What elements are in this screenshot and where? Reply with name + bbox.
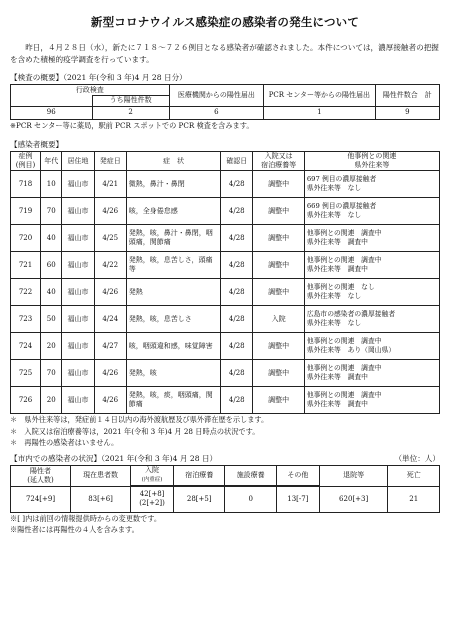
case-no: 724 <box>11 333 41 360</box>
case-relation <box>304 306 439 333</box>
case-travel-line: 県外往来等 調査中 <box>306 373 368 381</box>
case-no: 718 <box>11 171 41 198</box>
header-residence: 居住地 <box>62 152 94 171</box>
case-hospital: 調整中 <box>253 360 304 387</box>
case-travel-line: 県外往来等 調査中 <box>306 265 368 273</box>
case-relation-line: 他事例との関連 調査中 <box>306 364 382 372</box>
case-no: 723 <box>11 306 41 333</box>
case-confirmed: 4/28 <box>221 198 253 225</box>
case-residence: 福山市 <box>62 252 94 279</box>
case-confirmed: 4/28 <box>221 306 253 333</box>
case-symptoms: 発熱，咳，息苦しさ <box>126 306 220 333</box>
case-onset: 4/25 <box>94 225 126 252</box>
table-row <box>11 198 440 225</box>
case-residence: 福山市 <box>62 279 94 306</box>
case-confirmed: 4/28 <box>221 360 253 387</box>
status-unit: （単位：人） <box>394 453 440 463</box>
case-symptoms: 咳，全身倦怠感 <box>126 198 220 225</box>
inspection-header-pcr: PCR センター等からの陽性届出 <box>264 85 376 107</box>
status-header-hotel: 宿泊療養 <box>173 465 224 485</box>
status-value-facility: 0 <box>225 486 276 512</box>
case-no: 725 <box>11 360 41 387</box>
inspection-value-sum: 9 <box>375 106 439 119</box>
cases-note-3: ＊ 再陽性の感染者はいません。 <box>10 438 119 447</box>
case-travel-line: 県外往来等 なし <box>306 184 362 192</box>
inspection-note: ※PCR センター等に薬局，駅前 PCR スポットでの PCR 検査を含みます。 <box>10 120 254 130</box>
status-value-positive: 724[+9] <box>11 486 71 512</box>
table-row <box>11 279 440 306</box>
status-header-positive: 陽性者 <box>30 466 52 475</box>
status-header-positive-sub: (延人数) <box>27 475 54 484</box>
inspection-value-pcr: 1 <box>264 106 376 119</box>
case-relation <box>304 252 439 279</box>
case-hospital: 入院 <box>253 306 304 333</box>
status-header-hospital-sub: (内重症) <box>141 476 163 483</box>
page-title: 新型コロナウイルス感染症の感染者の発生について <box>90 15 360 29</box>
inspection-header-total: 行政検査 <box>11 85 170 96</box>
status-value-hospital: 42[+8] <box>139 490 165 498</box>
case-age: 70 <box>41 360 62 387</box>
inspection-value-total: 96 <box>11 106 93 119</box>
case-symptoms: 微熱，鼻汁・鼻閉 <box>126 171 220 198</box>
table-row <box>11 387 440 414</box>
case-symptoms: 発熱，咳，鼻汁・鼻閉，咽頭痛，関節痛 <box>126 225 220 252</box>
header-hospital-sub: 宿泊療養等 <box>261 161 297 169</box>
case-relation-line: 他事例との関連 なし <box>306 283 375 291</box>
inspection-header-positive: うち陽性件数 <box>92 96 169 107</box>
case-symptoms: 咳，咽頭違和感，味覚障害 <box>126 333 220 360</box>
inspection-table <box>10 84 440 120</box>
case-confirmed: 4/28 <box>221 225 253 252</box>
case-hospital: 調整中 <box>253 333 304 360</box>
case-relation <box>304 333 439 360</box>
status-value-death: 21 <box>388 486 440 512</box>
header-case-no-sub: (例目) <box>15 161 36 169</box>
case-travel-line: 県外往来等 調査中 <box>306 238 368 246</box>
case-travel-line: 県外往来等 なし <box>306 292 362 300</box>
case-relation <box>304 387 439 414</box>
case-residence: 福山市 <box>62 306 94 333</box>
status-header-death: 死亡 <box>388 465 440 486</box>
case-relation <box>304 225 439 252</box>
case-travel-line: 県外往来等 あり（岡山県） <box>306 346 396 354</box>
case-travel-line: 県外往来等 なし <box>306 319 362 327</box>
case-confirmed: 4/28 <box>221 387 253 414</box>
case-relation <box>304 171 439 198</box>
case-relation <box>304 360 439 387</box>
case-residence: 福山市 <box>62 387 94 414</box>
intro-paragraph: 昨日，４月２８日（水），新たに７１８～７２６例目となる感染者が確認されました。本件については，濃厚接触者の把握を含めた積極的疫学調査を行っています。 <box>10 43 439 64</box>
header-relation-sub: 県外往来等 <box>354 161 390 169</box>
case-age: 10 <box>41 171 62 198</box>
case-no: 720 <box>11 225 41 252</box>
status-header-facility: 施設療養 <box>225 465 276 485</box>
case-hospital: 調整中 <box>253 387 304 414</box>
cases-note-2: ＊ 入院又は宿泊療養等は，2021 年(令和 3 年)4 月 28 日時点の状況です。 <box>10 426 260 436</box>
header-confirmed: 確認日 <box>221 152 253 171</box>
case-residence: 福山市 <box>62 225 94 252</box>
case-onset: 4/22 <box>94 252 126 279</box>
status-value-hospital-sub: (2[+2]) <box>139 499 165 507</box>
case-no: 722 <box>11 279 41 306</box>
case-onset: 4/24 <box>94 306 126 333</box>
status-table <box>10 465 440 513</box>
case-relation-line: 697 例目の濃厚接触者 <box>306 175 377 183</box>
case-onset: 4/21 <box>94 171 126 198</box>
status-header-other: その他 <box>276 465 319 485</box>
case-age: 50 <box>41 306 62 333</box>
case-age: 20 <box>41 387 62 414</box>
header-case-no: 症例 <box>18 152 33 160</box>
case-hospital: 調整中 <box>253 225 304 252</box>
inspection-heading: 【検査の概要】（2021 年(令和 3 年)4 月 28 日分） <box>10 73 187 82</box>
inspection-header-sum: 陽性件数合 計 <box>375 85 439 107</box>
case-onset: 4/26 <box>94 387 126 414</box>
status-note-2: ※陽性者には再陽性の４人を含みます。 <box>10 525 139 534</box>
cases-note-1: ＊ 県外往来等は，発症前１４日以内の海外渡航歴及び県外滞在歴を示します。 <box>10 415 269 424</box>
case-relation-line: 他事例との関連 調査中 <box>306 229 382 237</box>
header-symptoms: 症 状 <box>126 152 220 171</box>
case-symptoms: 発熱，咳，痰，咽頭痛，関節痛 <box>126 387 220 414</box>
inspection-value-positive: 2 <box>92 106 169 119</box>
case-confirmed: 4/28 <box>221 333 253 360</box>
case-relation-line: 669 例目の濃厚接触者 <box>306 202 377 210</box>
case-no: 726 <box>11 387 41 414</box>
case-age: 60 <box>41 252 62 279</box>
cases-table <box>10 151 440 414</box>
case-residence: 福山市 <box>62 360 94 387</box>
table-row <box>11 252 440 279</box>
status-heading: 【市内での感染者の状況】（2021 年(令和 3 年)4 月 28 日） <box>10 453 218 463</box>
case-no: 721 <box>11 252 41 279</box>
case-symptoms: 発熱，咳，息苦しさ，頭痛等 <box>126 252 220 279</box>
status-value-hotel: 28[+5] <box>173 486 224 512</box>
status-header-hospital: 入院 <box>145 465 160 474</box>
table-row <box>11 306 440 333</box>
case-confirmed: 4/28 <box>221 279 253 306</box>
case-travel-line: 県外往来等 調査中 <box>306 400 368 408</box>
case-age: 20 <box>41 333 62 360</box>
case-relation <box>304 279 439 306</box>
case-relation <box>304 198 439 225</box>
case-confirmed: 4/28 <box>221 252 253 279</box>
status-header-discharged: 退院等 <box>319 465 388 486</box>
case-age: 40 <box>41 225 62 252</box>
case-no: 719 <box>11 198 41 225</box>
header-relation: 他事例との関連 <box>347 152 397 160</box>
case-onset: 4/26 <box>94 279 126 306</box>
header-onset: 発症日 <box>94 152 126 171</box>
case-age: 40 <box>41 279 62 306</box>
case-relation-line: 他事例との関連 調査中 <box>306 256 382 264</box>
case-onset: 4/27 <box>94 333 126 360</box>
case-hospital: 調整中 <box>253 279 304 306</box>
status-value-discharged: 620[+3] <box>319 486 388 512</box>
case-relation-line: 広島市の感染者の濃厚接触者 <box>306 310 396 318</box>
case-residence: 福山市 <box>62 333 94 360</box>
case-residence: 福山市 <box>62 171 94 198</box>
table-row <box>11 171 440 198</box>
case-confirmed: 4/28 <box>221 171 253 198</box>
case-relation-line: 他事例との関連 調査中 <box>306 337 382 345</box>
status-value-other: 13[-7] <box>276 486 319 512</box>
case-symptoms: 発熱，咳 <box>126 360 220 387</box>
case-age: 70 <box>41 198 62 225</box>
status-value-current: 83[+6] <box>71 486 131 512</box>
inspection-header-medical: 医療機関からの陽性届出 <box>169 85 263 107</box>
status-heading-row <box>10 453 440 464</box>
case-hospital: 調整中 <box>253 198 304 225</box>
status-header-current: 現在患者数 <box>71 465 131 486</box>
case-travel-line: 県外往来等 なし <box>306 211 362 219</box>
table-row <box>11 225 440 252</box>
table-row <box>11 333 440 360</box>
cases-heading: 【感染者概要】 <box>10 140 64 149</box>
case-onset: 4/26 <box>94 360 126 387</box>
table-row <box>11 360 440 387</box>
inspection-value-medical: 6 <box>169 106 263 119</box>
header-hospital: 入院又は <box>264 152 293 160</box>
status-note-1: ※[ ]内は前回の情報提供時からの変更数です。 <box>10 513 162 523</box>
header-age: 年代 <box>41 152 62 171</box>
case-hospital: 調整中 <box>253 252 304 279</box>
case-hospital: 調整中 <box>253 171 304 198</box>
case-relation-line: 他事例との関連 調査中 <box>306 391 382 399</box>
case-residence: 福山市 <box>62 198 94 225</box>
case-onset: 4/26 <box>94 198 126 225</box>
case-symptoms: 発熱 <box>126 279 220 306</box>
press-release <box>10 0 440 536</box>
